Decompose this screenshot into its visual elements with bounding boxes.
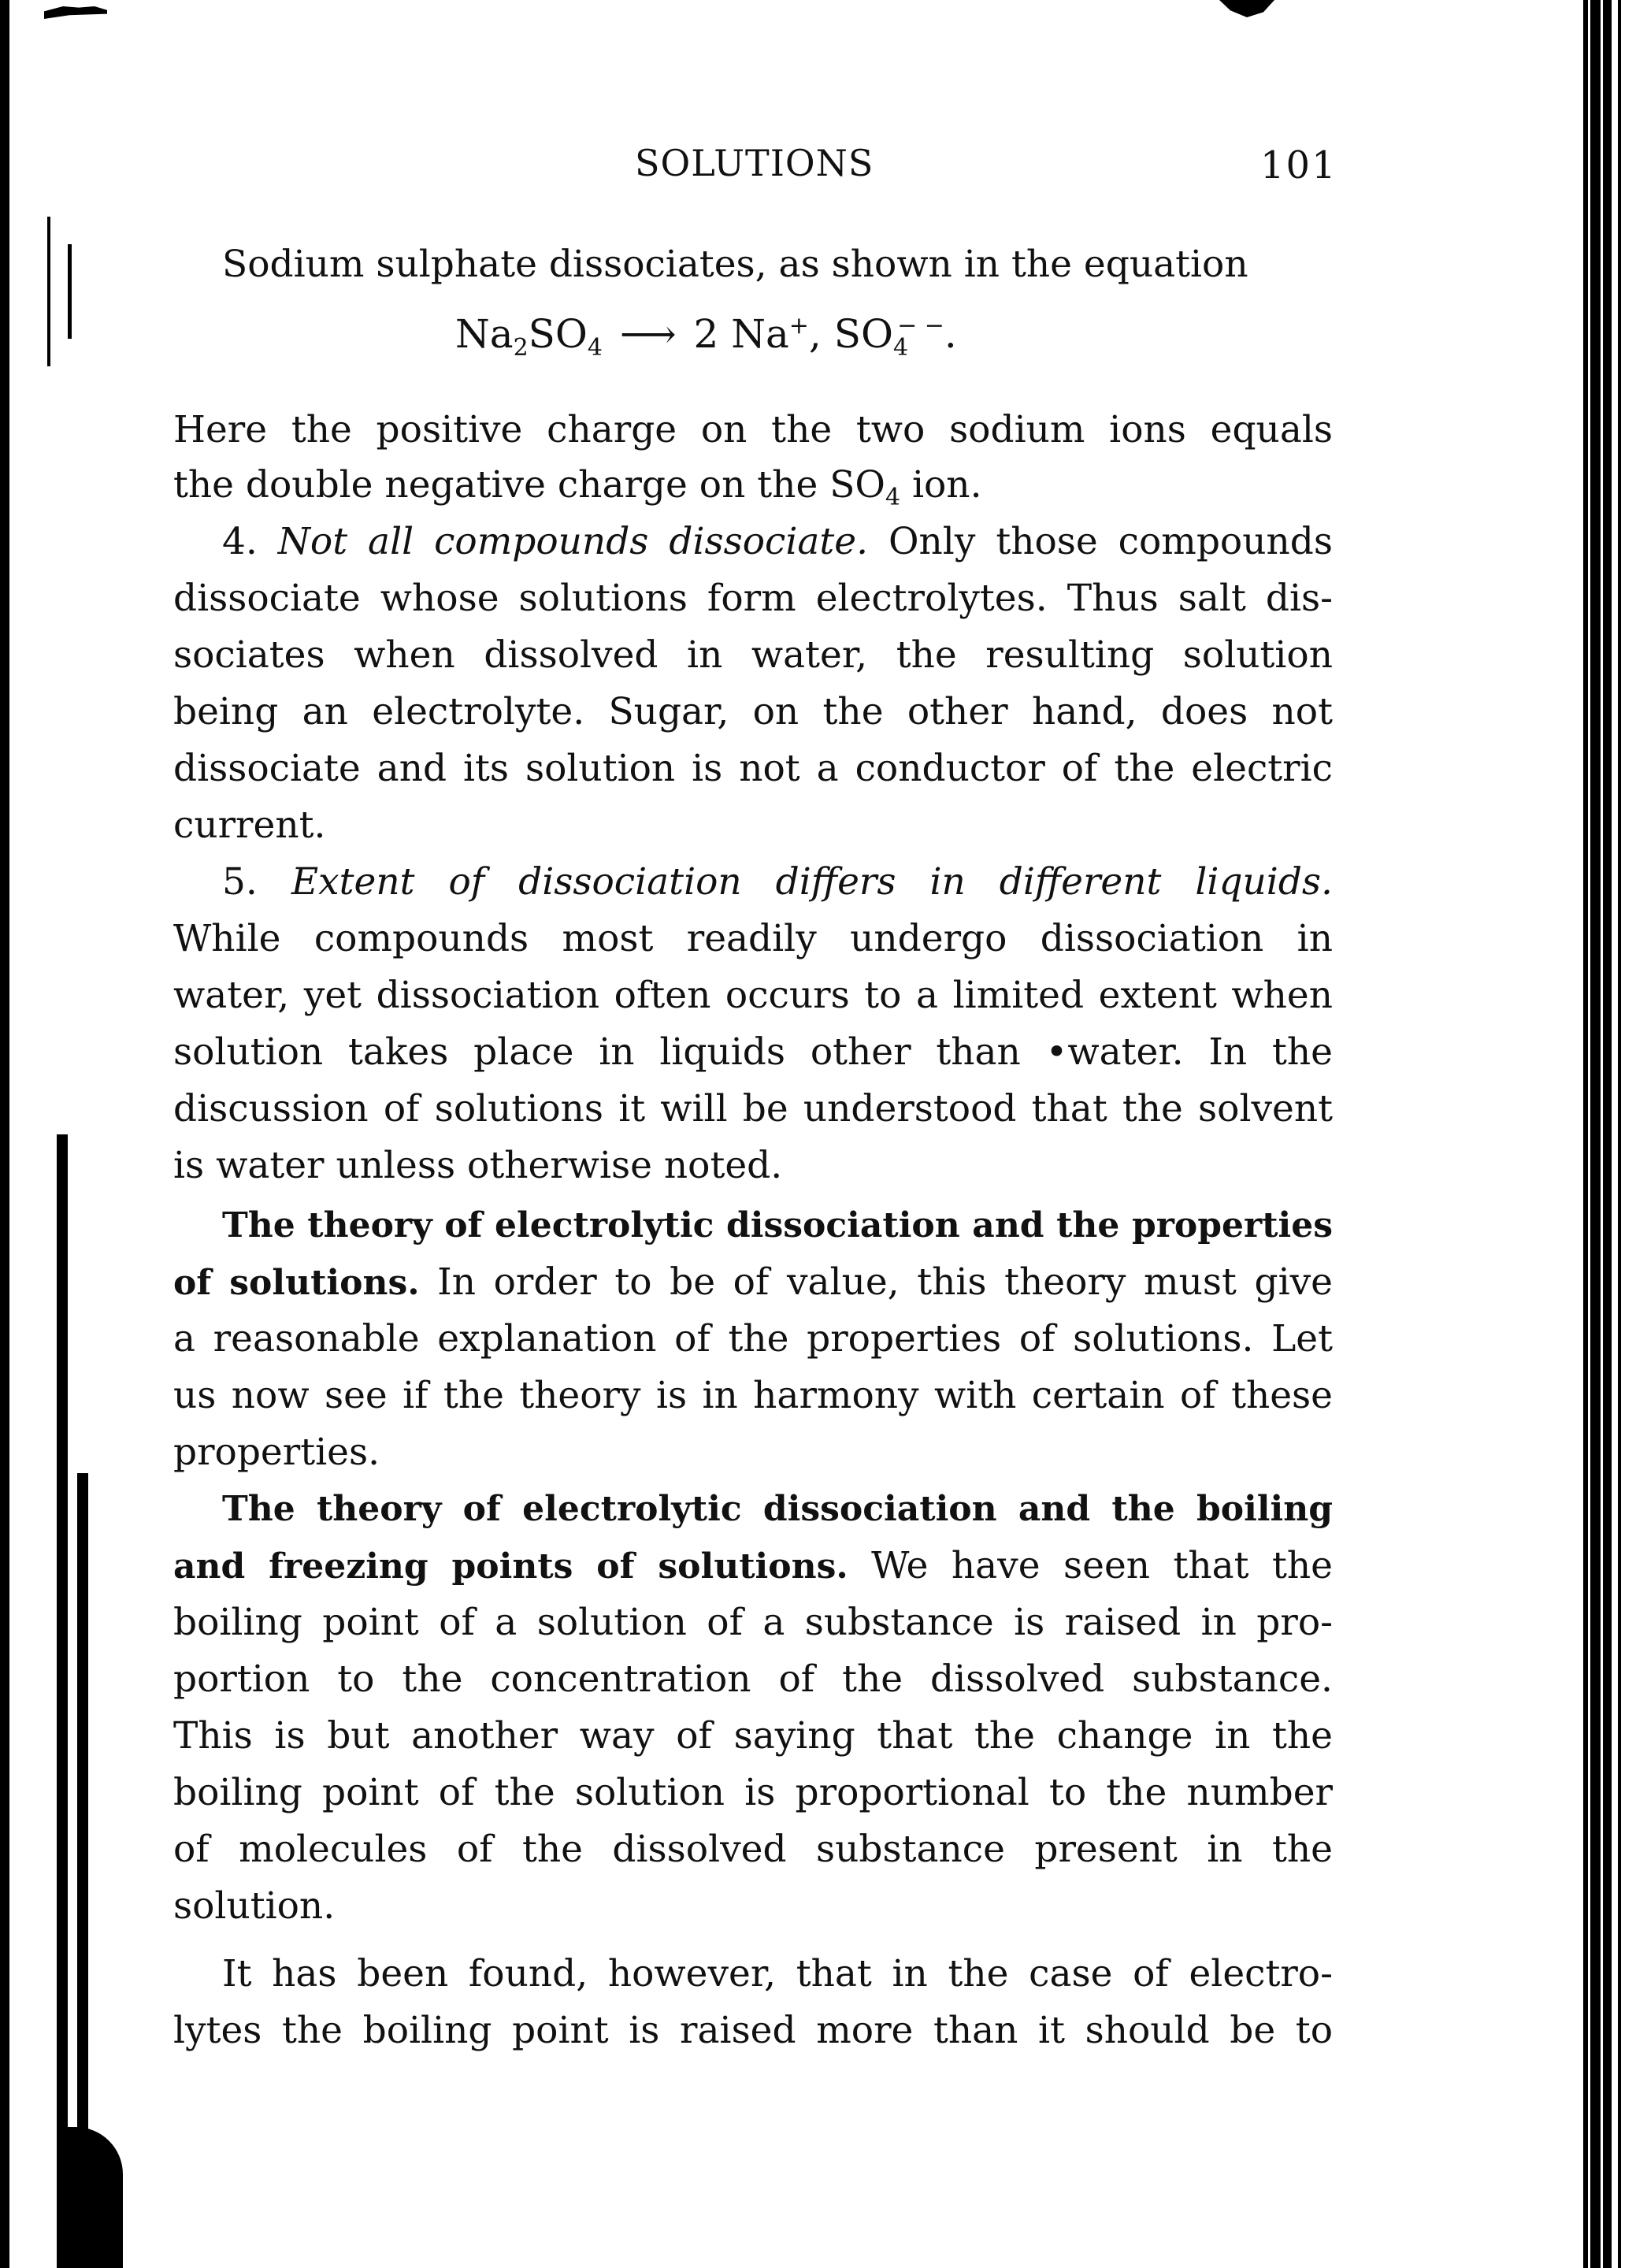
text-line: water, yet dissociation often occurs to a limited extent when	[173, 974, 1333, 1017]
text-line: dissociate whose solutions form electrolytes. Thus salt dis-	[173, 577, 1333, 620]
text-line: This is but another way of saying that the change in the	[173, 1714, 1333, 1758]
item-number: 4.	[222, 520, 278, 563]
eq-term: Na	[455, 311, 514, 357]
italic-heading: Extent of dissociation differs in different liquids.	[291, 860, 1333, 904]
scan-artifact	[47, 217, 50, 366]
eq-charge: − −	[897, 312, 944, 340]
section-heading: of solutions.	[173, 1263, 420, 1303]
scan-edge-right	[1583, 0, 1636, 2268]
text-line: boiling point of a solution of a substance is raised in pro-	[173, 1601, 1333, 1644]
page-number: 101	[1260, 143, 1337, 187]
running-head	[0, 142, 1636, 197]
reaction-arrow-icon: ⟶	[619, 311, 677, 357]
scan-artifact	[68, 244, 72, 339]
eq-term: SO	[528, 311, 588, 357]
text-line	[173, 1254, 1333, 1312]
line-text: In order to be of value, this theory must give	[419, 1260, 1333, 1304]
eq-period: .	[944, 311, 957, 357]
eq-term: Na	[731, 311, 789, 357]
text-line	[222, 854, 1333, 911]
scan-artifact	[44, 6, 107, 19]
text-line: solution.	[173, 1884, 336, 1928]
line-text: Only those compounds	[868, 520, 1333, 563]
text-line: dissociate and its solution is not a conductor of the electric	[173, 747, 1333, 790]
text-line: Sodium sulphate dissociates, as shown in the equation	[222, 243, 1248, 286]
section-heading: The theory of electrolytic dissociation and the boiling	[222, 1489, 1333, 1529]
text-line: portion to the concentration of the dissolved substance.	[173, 1657, 1333, 1701]
section-heading: and freezing points of solutions.	[173, 1546, 848, 1587]
subscript: 4	[885, 484, 901, 511]
item-number: 5.	[222, 860, 291, 904]
text-line: Here the positive charge on the two sodium ions equals	[173, 408, 1333, 451]
italic-heading: Not all compounds dissociate.	[277, 520, 869, 563]
text-line	[173, 1538, 1333, 1595]
scan-binding-shadow	[57, 1134, 68, 2268]
eq-charge: +	[788, 312, 809, 340]
scan-artifact	[1219, 0, 1274, 17]
text-line: discussion of solutions it will be understood that the solvent	[173, 1087, 1333, 1130]
text-line: properties.	[173, 1431, 380, 1474]
text-line: While compounds most readily undergo dissociation in	[173, 917, 1333, 960]
text-line: of molecules of the dissolved substance present in the	[173, 1828, 1333, 1871]
text-line: sociates when dissolved in water, the resulting solution	[173, 633, 1333, 677]
section-heading: The theory of electrolytic dissociation and the properties	[222, 1205, 1333, 1245]
text-line: It has been found, however, that in the case of electro-	[222, 1952, 1333, 1995]
text-line	[222, 514, 1333, 570]
eq-subscript: 4	[892, 334, 909, 362]
line-text: ion.	[900, 463, 982, 507]
eq-term: SO	[833, 311, 893, 357]
eq-subscript: 4	[587, 334, 603, 362]
text-line: being an electrolyte. Sugar, on the other hand, does not	[173, 690, 1333, 733]
eq-separator: ,	[808, 311, 822, 357]
eq-coefficient: 2	[693, 311, 719, 357]
text-line: lytes the boiling point is raised more than it should be to	[173, 2009, 1333, 2052]
text-line: solution takes place in liquids other than •water. In the	[173, 1030, 1333, 1074]
eq-subscript: 2	[513, 334, 529, 362]
line-text: We have seen that the	[848, 1544, 1333, 1587]
text-line: us now see if the theory is in harmony with certain of these	[173, 1374, 1333, 1417]
scan-binding-shadow	[61, 2127, 123, 2268]
text-line: is water unless otherwise noted.	[173, 1144, 783, 1187]
line-text: the double negative charge on the SO	[173, 463, 885, 507]
chapter-title: SOLUTIONS	[635, 142, 874, 184]
text-line: boiling point of the solution is proportional to the number	[173, 1771, 1333, 1814]
text-line: a reasonable explanation of the properties of solutions. Let	[173, 1317, 1333, 1360]
chemical-equation	[455, 311, 957, 362]
text-line: current.	[173, 804, 326, 847]
scan-edge-left	[0, 0, 9, 2268]
